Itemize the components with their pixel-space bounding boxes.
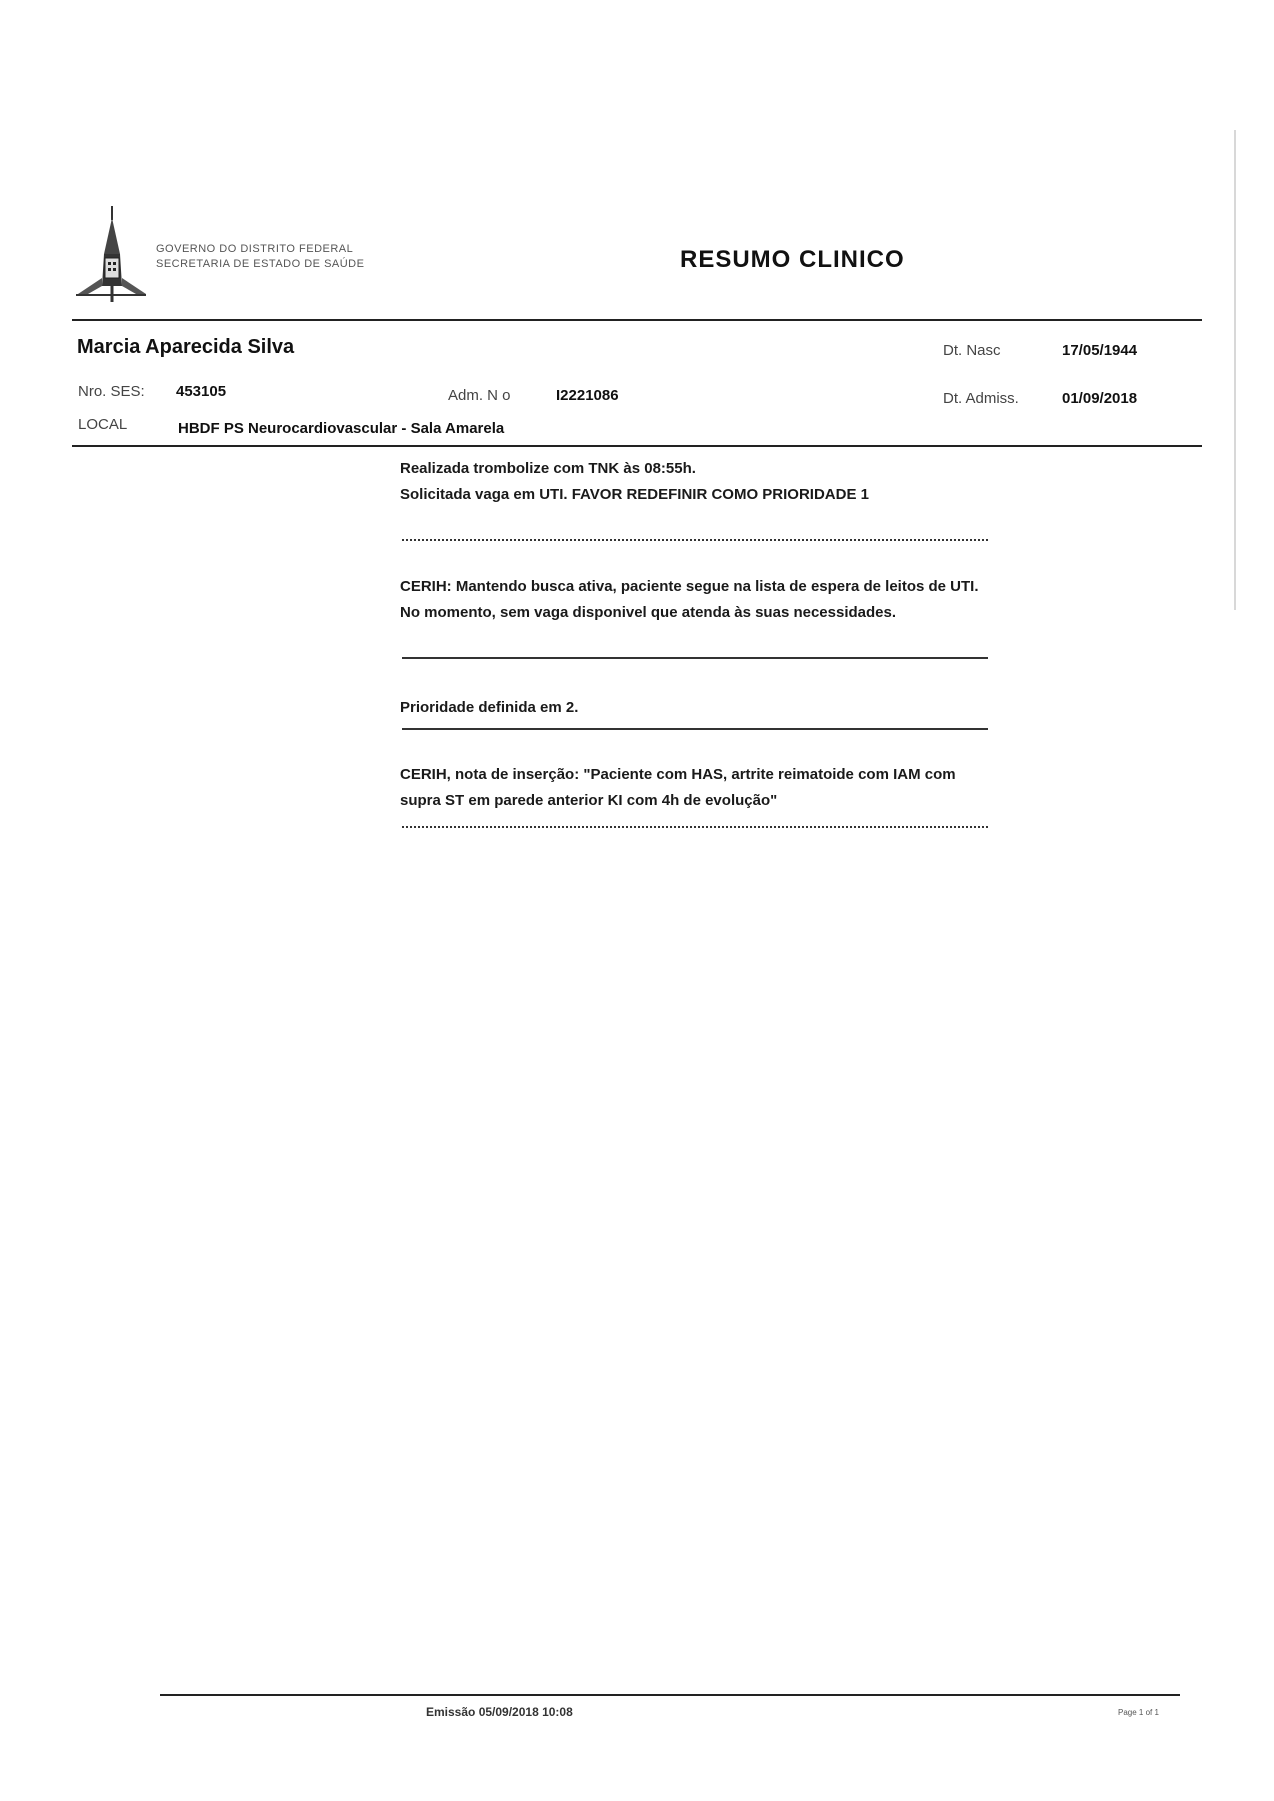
birth-date-label: Dt. Nasc — [943, 342, 1001, 359]
admission-number-value: I2221086 — [556, 387, 619, 404]
admission-date-value: 01/09/2018 — [1062, 390, 1138, 407]
entry-line: Prioridade definida em 2. — [400, 699, 579, 716]
admission-date-label: Dt. Admiss. — [943, 390, 1019, 407]
entry-line: Solicitada vaga em UTI. FAVOR REDEFINIR COMO PRIORIDADE 1 — [400, 486, 869, 503]
footer-divider — [160, 1694, 1180, 1696]
org-line-1: GOVERNO DO DISTRITO FEDERAL — [156, 243, 354, 255]
coat-of-arms-logo — [74, 206, 146, 306]
location-label: LOCAL — [78, 416, 128, 433]
patient-divider — [72, 445, 1202, 447]
clinical-entry — [400, 456, 1100, 508]
entry-line: CERIH, nota de inserção: "Paciente com HAS, artrite reimatoide com IAM com — [400, 766, 956, 783]
entry-separator — [402, 657, 988, 659]
org-line-2: SECRETARIA DE ESTADO DE SAÚDE — [156, 258, 365, 270]
entry-separator — [402, 728, 988, 730]
organization-name — [156, 242, 364, 272]
document-title: RESUMO CLINICO — [680, 246, 905, 273]
location-value: HBDF PS Neurocardiovascular - Sala Amarela — [178, 420, 505, 437]
entry-line: CERIH: Mantendo busca ativa, paciente segue na lista de espera de leitos de UTI. — [400, 578, 979, 595]
emission-timestamp: Emissão 05/09/2018 10:08 — [426, 1705, 573, 1719]
entry-separator — [402, 539, 988, 541]
entry-line: No momento, sem vaga disponivel que atenda às suas necessidades. — [400, 604, 897, 621]
scan-edge — [1234, 130, 1236, 610]
clinical-entry — [400, 695, 1100, 721]
admission-number-label: Adm. N o — [448, 387, 511, 404]
ses-number-value: 453105 — [176, 383, 227, 400]
clinical-entry — [400, 574, 1100, 626]
ses-number-label: Nro. SES: — [78, 383, 145, 400]
clinical-entry — [400, 762, 1100, 814]
entry-line: Realizada trombolize com TNK às 08:55h. — [400, 460, 696, 477]
entry-separator — [402, 826, 988, 828]
birth-date-value: 17/05/1944 — [1062, 342, 1138, 359]
header-divider — [72, 319, 1202, 321]
patient-name: Marcia Aparecida Silva — [77, 336, 295, 358]
page-number: Page 1 of 1 — [1118, 1708, 1159, 1717]
entry-line: supra ST em parede anterior KI com 4h de evolução" — [400, 792, 778, 809]
